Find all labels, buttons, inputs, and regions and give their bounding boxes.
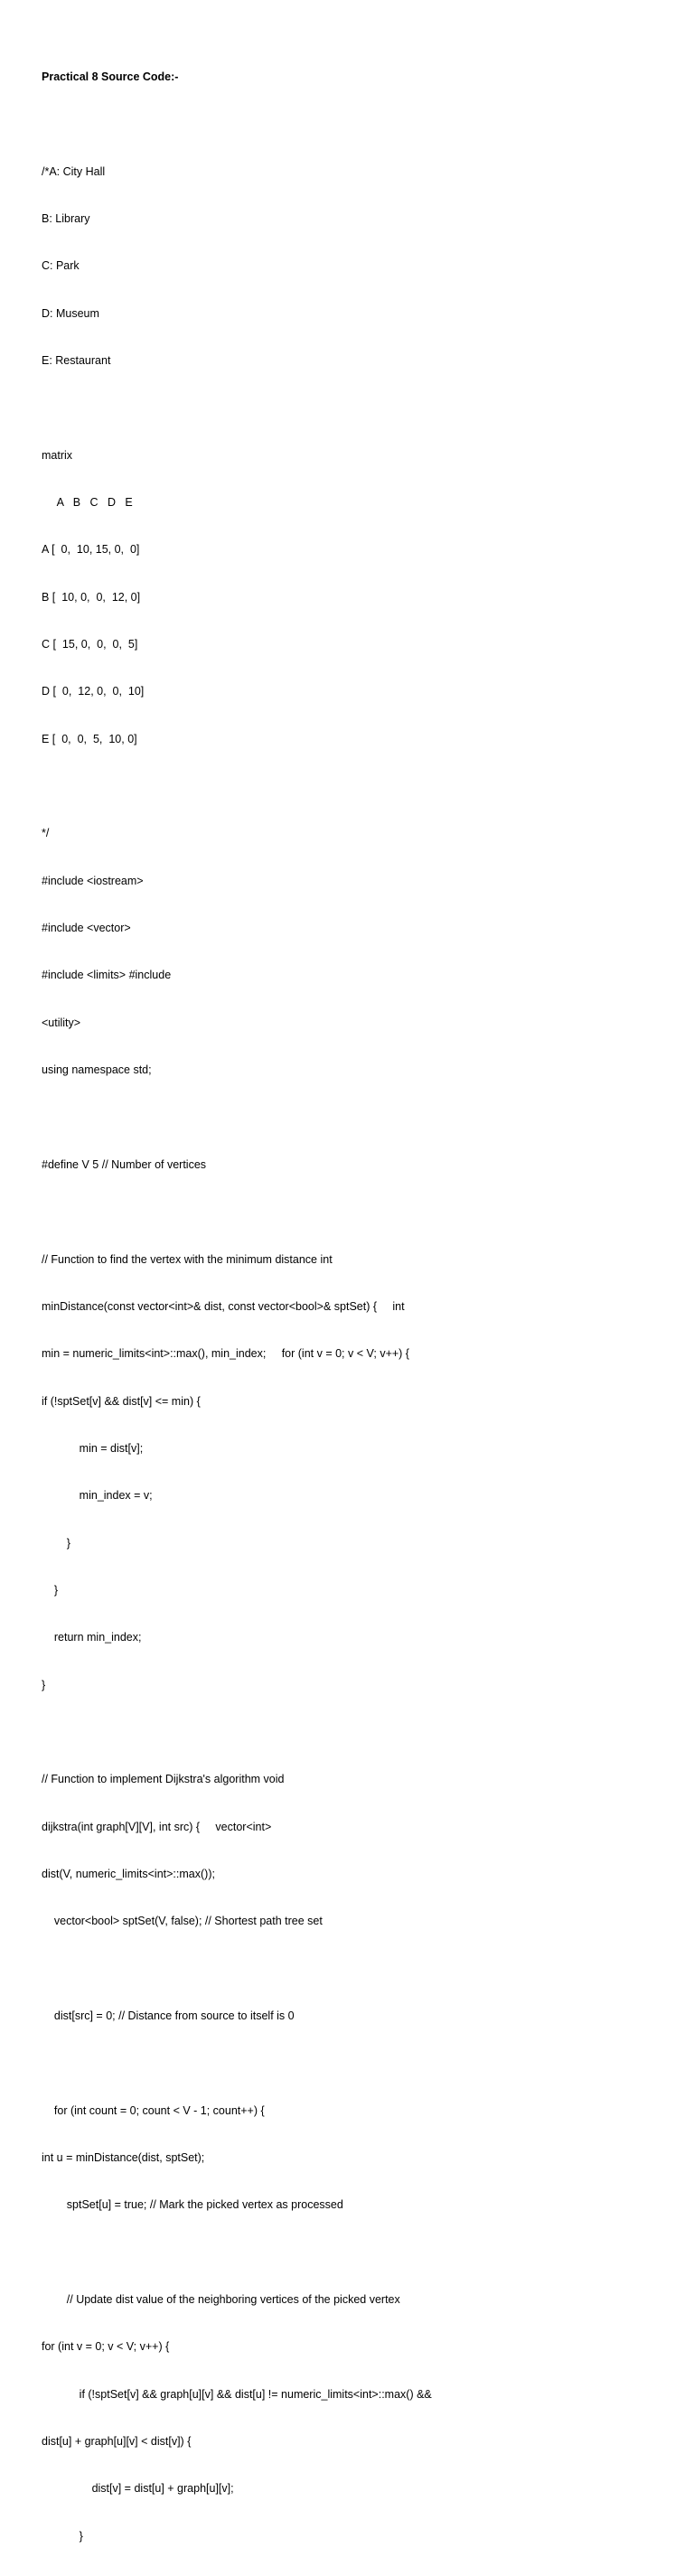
code-line: minDistance(const vector<int>& dist, const vector<bool>& sptSet) { int bbox=[42, 1299, 405, 1313]
comment-line: C: Park bbox=[42, 259, 80, 273]
code-line: #include <iostream> bbox=[42, 874, 144, 887]
comment-line: B: Library bbox=[42, 211, 90, 225]
blank-line bbox=[42, 779, 674, 794]
code-line: dist[v] = dist[u] + graph[u][v]; bbox=[42, 2482, 234, 2496]
blank-line bbox=[42, 2056, 674, 2071]
matrix-row: B [ 10, 0, 0, 12, 0] bbox=[42, 590, 141, 604]
matrix-heading: matrix bbox=[42, 448, 73, 462]
code-line: sptSet[u] = true; // Mark the picked vertex as processed bbox=[42, 2198, 343, 2212]
code-line: #include <limits> #include bbox=[42, 969, 172, 982]
code-line: dist[src] = 0; // Distance from source to itself is 0 bbox=[42, 2009, 295, 2022]
blank-line bbox=[42, 1725, 674, 1740]
code-line: } bbox=[42, 1536, 70, 1550]
code-line: if (!sptSet[v] && graph[u][v] && dist[u] != numeric_limits<int>::max() && bbox=[42, 2387, 432, 2401]
code-line: if (!sptSet[v] && dist[v] <= min) { bbox=[42, 1394, 201, 1408]
matrix-row: E [ 0, 0, 5, 10, 0] bbox=[42, 732, 137, 745]
code-line: for (int count = 0; count < V - 1; count++) { bbox=[42, 2103, 265, 2117]
comment-line: E: Restaurant bbox=[42, 353, 111, 367]
code-line: // Function to implement Dijkstra's algorithm void bbox=[42, 1773, 285, 1786]
blank-line bbox=[42, 400, 674, 416]
code-line: dist[u] + graph[u][v] < dist[v]) { bbox=[42, 2435, 192, 2449]
code-line: min_index = v; bbox=[42, 1489, 153, 1503]
blank-line bbox=[42, 1204, 674, 1220]
blank-line bbox=[42, 1110, 674, 1125]
blank-line bbox=[42, 2245, 674, 2261]
code-line: min = numeric_limits<int>::max(), min_index; for (int v = 0; v < V; v++) { bbox=[42, 1347, 409, 1361]
code-line: } bbox=[42, 1678, 46, 1691]
blank-line bbox=[42, 1962, 674, 1977]
document-title: Practical 8 Source Code:- bbox=[42, 70, 179, 83]
code-line: using namespace std; bbox=[42, 1063, 152, 1077]
code-line: // Function to find the vertex with the minimum distance int bbox=[42, 1252, 333, 1266]
matrix-row: C [ 15, 0, 0, 0, 5] bbox=[42, 638, 138, 651]
code-line: int u = minDistance(dist, sptSet); bbox=[42, 2151, 205, 2165]
comment-line: D: Museum bbox=[42, 306, 99, 320]
code-line: <utility> bbox=[42, 1016, 81, 1029]
code-line: #include <vector> bbox=[42, 922, 131, 935]
code-line: dijkstra(int graph[V][V], int src) { vector<int> bbox=[42, 1820, 272, 1833]
code-line: #define V 5 // Number of vertices bbox=[42, 1157, 207, 1171]
code-line: vector<bool> sptSet(V, false); // Shortest path tree set bbox=[42, 1915, 323, 1928]
code-line: return min_index; bbox=[42, 1631, 142, 1644]
matrix-column-header: A B C D E bbox=[42, 496, 133, 509]
matrix-row: D [ 0, 12, 0, 0, 10] bbox=[42, 685, 145, 698]
code-line: */ bbox=[42, 827, 50, 840]
blank-line bbox=[42, 117, 674, 132]
code-line: // Update dist value of the neighboring vertices of the picked vertex bbox=[42, 2293, 400, 2307]
comment-line: /*A: City Hall bbox=[42, 164, 106, 178]
code-line: } bbox=[42, 2529, 83, 2543]
matrix-row: A [ 0, 10, 15, 0, 0] bbox=[42, 543, 140, 557]
code-line: min = dist[v]; bbox=[42, 1441, 144, 1455]
code-line: } bbox=[42, 1583, 59, 1597]
source-code-document bbox=[42, 38, 674, 2576]
code-line: dist(V, numeric_limits<int>::max()); bbox=[42, 1867, 215, 1880]
code-line: for (int v = 0; v < V; v++) { bbox=[42, 2340, 170, 2354]
